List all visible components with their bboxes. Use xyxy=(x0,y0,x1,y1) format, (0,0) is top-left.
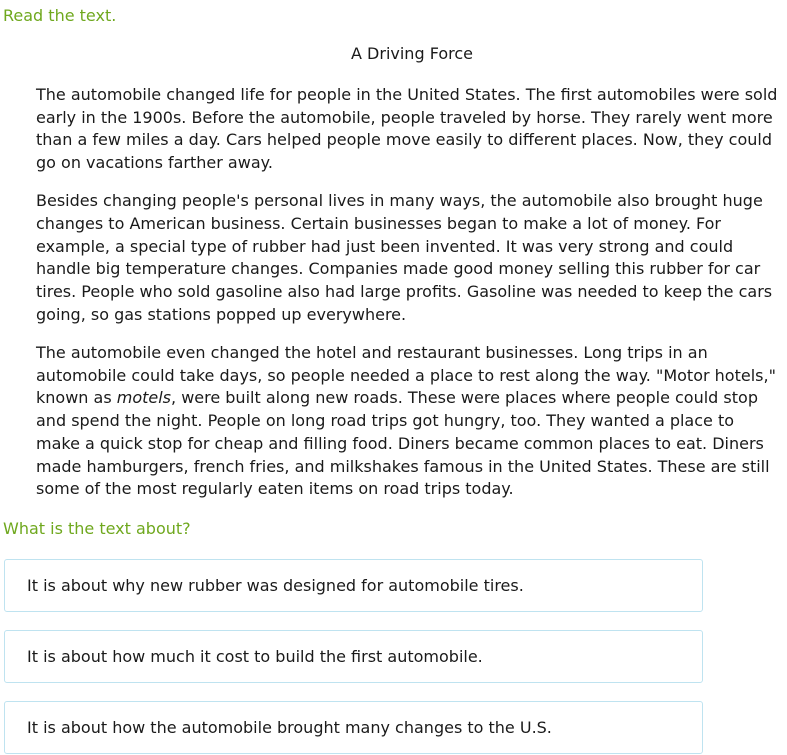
instruction-text: Read the text. xyxy=(3,6,117,25)
passage-paragraph-3 xyxy=(36,342,782,501)
passage-title: A Driving Force xyxy=(351,44,473,63)
answer-choice-cost[interactable] xyxy=(4,630,703,683)
paragraph-3-text-start: The automobile even changed the hotel and restaurant businesses. Long trips in an automobile could take days, so people needed a place to rest along the way. "Motor hotels," known as xyxy=(36,343,776,408)
answer-choice-label: It is about how much it cost to build the first automobile. xyxy=(27,647,483,666)
answer-choice-changes[interactable] xyxy=(4,701,703,754)
passage-paragraph-2: Besides changing people's personal lives in many ways, the automobile also brought huge changes to American business. Certain businesses began to make a lot of money. For example, a special type of rubber had just been invented. It was very strong and could handle big temperature changes. Companies made good money selling this rubber for car tires. People who sold gasoline also had large profits. Gasoline was needed to keep the cars going, so gas stations popped up everywhere. xyxy=(36,191,773,324)
answer-choice-rubber[interactable] xyxy=(4,559,703,612)
paragraph-3-text-end: , were built along new roads. These were places where people could stop and spend the night. People on long road trips got hungry, too. They wanted a place to make a quick stop for cheap and filling food. Diners became common places to eat. Diners made hamburgers, french fries, and milkshakes famous in the United States. These are still some of the most regularly eaten items on road trips today. xyxy=(36,388,770,499)
answer-choice-label: It is about how the automobile brought many changes to the U.S. xyxy=(27,718,552,737)
passage-paragraph-1: The automobile changed life for people in the United States. The first automobiles were sold early in the 1900s. Before the automobile, people traveled by horse. They rarely went more than a few miles a day. Cars helped people move easily to different places. Now, they could go on vacations farther away. xyxy=(36,85,778,173)
emphasized-word-motels: motels xyxy=(116,388,172,408)
question-prompt: What is the text about? xyxy=(3,519,191,538)
answer-choice-label: It is about why new rubber was designed for automobile tires. xyxy=(27,576,524,595)
passage xyxy=(36,84,782,516)
